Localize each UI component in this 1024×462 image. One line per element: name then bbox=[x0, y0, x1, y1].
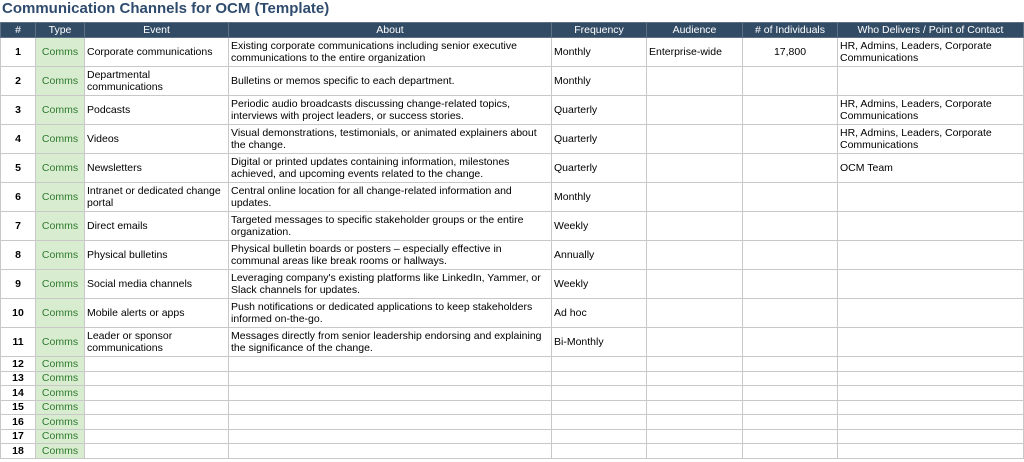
cell-type[interactable]: Comms bbox=[36, 212, 85, 241]
cell-frequency[interactable] bbox=[552, 415, 647, 430]
cell-frequency[interactable]: Weekly bbox=[552, 212, 647, 241]
cell-num[interactable]: 8 bbox=[1, 241, 36, 270]
table-row bbox=[1, 415, 1024, 430]
cell-individuals[interactable] bbox=[743, 67, 838, 96]
cell-about[interactable] bbox=[229, 371, 552, 386]
header-audience[interactable]: Audience bbox=[647, 23, 743, 38]
table-row bbox=[1, 125, 1024, 154]
cell-audience[interactable] bbox=[647, 400, 743, 415]
cell-event[interactable] bbox=[85, 415, 229, 430]
cell-contact[interactable] bbox=[838, 241, 1024, 270]
cell-frequency[interactable]: Monthly bbox=[552, 38, 647, 67]
cell-about[interactable]: Digital or printed updates containing information, milestones achieved, and upcoming events related to the change. bbox=[229, 154, 552, 183]
cell-event[interactable] bbox=[85, 444, 229, 459]
cell-frequency[interactable]: Quarterly bbox=[552, 125, 647, 154]
cell-about[interactable]: Periodic audio broadcasts discussing change-related topics, interviews with project leaders, or success stories. bbox=[229, 96, 552, 125]
cell-contact[interactable] bbox=[838, 415, 1024, 430]
cell-individuals[interactable] bbox=[743, 183, 838, 212]
cell-type[interactable]: Comms bbox=[36, 386, 85, 401]
cell-event[interactable]: Podcasts bbox=[85, 96, 229, 125]
table-row bbox=[1, 328, 1024, 357]
cell-contact[interactable] bbox=[838, 357, 1024, 372]
cell-event[interactable]: Direct emails bbox=[85, 212, 229, 241]
channels-table bbox=[0, 22, 1024, 459]
cell-num[interactable]: 7 bbox=[1, 212, 36, 241]
cell-frequency[interactable] bbox=[552, 371, 647, 386]
table-row bbox=[1, 212, 1024, 241]
table-row bbox=[1, 400, 1024, 415]
cell-individuals[interactable] bbox=[743, 212, 838, 241]
cell-frequency[interactable] bbox=[552, 400, 647, 415]
cell-event[interactable]: Intranet or dedicated change portal bbox=[85, 183, 229, 212]
table-row bbox=[1, 183, 1024, 212]
cell-type[interactable]: Comms bbox=[36, 299, 85, 328]
cell-event[interactable]: Mobile alerts or apps bbox=[85, 299, 229, 328]
cell-about[interactable]: Existing corporate communications including senior executive communications to the entire organization bbox=[229, 38, 552, 67]
cell-audience[interactable] bbox=[647, 371, 743, 386]
cell-about[interactable]: Targeted messages to specific stakeholder groups or the entire organization. bbox=[229, 212, 552, 241]
cell-type[interactable]: Comms bbox=[36, 154, 85, 183]
cell-type[interactable]: Comms bbox=[36, 183, 85, 212]
cell-frequency[interactable]: Quarterly bbox=[552, 96, 647, 125]
cell-event[interactable] bbox=[85, 357, 229, 372]
cell-audience[interactable] bbox=[647, 154, 743, 183]
cell-individuals[interactable] bbox=[743, 328, 838, 357]
cell-frequency[interactable]: Ad hoc bbox=[552, 299, 647, 328]
cell-about[interactable]: Push notifications or dedicated applications to keep stakeholders informed on-the-go. bbox=[229, 299, 552, 328]
cell-event[interactable]: Physical bulletins bbox=[85, 241, 229, 270]
cell-individuals[interactable] bbox=[743, 96, 838, 125]
cell-frequency[interactable]: Monthly bbox=[552, 183, 647, 212]
cell-contact[interactable] bbox=[838, 212, 1024, 241]
cell-frequency[interactable]: Bi-Monthly bbox=[552, 328, 647, 357]
cell-event[interactable] bbox=[85, 386, 229, 401]
cell-individuals[interactable] bbox=[743, 400, 838, 415]
cell-num[interactable]: 18 bbox=[1, 444, 36, 459]
cell-frequency[interactable]: Annually bbox=[552, 241, 647, 270]
cell-audience[interactable] bbox=[647, 67, 743, 96]
cell-num[interactable]: 13 bbox=[1, 371, 36, 386]
cell-frequency[interactable] bbox=[552, 357, 647, 372]
cell-num[interactable]: 10 bbox=[1, 299, 36, 328]
cell-num[interactable]: 16 bbox=[1, 415, 36, 430]
cell-type[interactable]: Comms bbox=[36, 415, 85, 430]
cell-type[interactable]: Comms bbox=[36, 241, 85, 270]
cell-contact[interactable] bbox=[838, 67, 1024, 96]
cell-contact[interactable] bbox=[838, 386, 1024, 401]
cell-about[interactable] bbox=[229, 429, 552, 444]
cell-audience[interactable] bbox=[647, 429, 743, 444]
cell-about[interactable] bbox=[229, 400, 552, 415]
cell-individuals[interactable] bbox=[743, 299, 838, 328]
cell-about[interactable]: Central online location for all change-related information and updates. bbox=[229, 183, 552, 212]
cell-num[interactable]: 4 bbox=[1, 125, 36, 154]
cell-audience[interactable] bbox=[647, 328, 743, 357]
cell-audience[interactable] bbox=[647, 386, 743, 401]
cell-contact[interactable] bbox=[838, 371, 1024, 386]
cell-about[interactable]: Bulletins or memos specific to each department. bbox=[229, 67, 552, 96]
cell-contact[interactable]: HR, Admins, Leaders, Corporate Communications bbox=[838, 125, 1024, 154]
cell-frequency[interactable] bbox=[552, 429, 647, 444]
table-row bbox=[1, 270, 1024, 299]
cell-audience[interactable] bbox=[647, 183, 743, 212]
table-row bbox=[1, 154, 1024, 183]
cell-audience[interactable] bbox=[647, 444, 743, 459]
cell-audience[interactable] bbox=[647, 415, 743, 430]
cell-contact[interactable] bbox=[838, 328, 1024, 357]
cell-audience[interactable]: Enterprise-wide bbox=[647, 38, 743, 67]
cell-num[interactable]: 12 bbox=[1, 357, 36, 372]
cell-type[interactable]: Comms bbox=[36, 38, 85, 67]
cell-event[interactable]: Departmental communications bbox=[85, 67, 229, 96]
cell-num[interactable]: 11 bbox=[1, 328, 36, 357]
cell-frequency[interactable]: Monthly bbox=[552, 67, 647, 96]
cell-about[interactable] bbox=[229, 357, 552, 372]
cell-event[interactable]: Videos bbox=[85, 125, 229, 154]
cell-num[interactable]: 17 bbox=[1, 429, 36, 444]
cell-num[interactable]: 1 bbox=[1, 38, 36, 67]
cell-audience[interactable] bbox=[647, 270, 743, 299]
cell-about[interactable]: Visual demonstrations, testimonials, or animated explainers about the change. bbox=[229, 125, 552, 154]
cell-about[interactable]: Leveraging company's existing platforms like LinkedIn, Yammer, or Slack channels for updates. bbox=[229, 270, 552, 299]
header-row bbox=[1, 23, 1024, 38]
cell-num[interactable]: 15 bbox=[1, 400, 36, 415]
cell-frequency[interactable]: Quarterly bbox=[552, 154, 647, 183]
cell-type[interactable]: Comms bbox=[36, 125, 85, 154]
cell-audience[interactable] bbox=[647, 299, 743, 328]
cell-individuals[interactable] bbox=[743, 241, 838, 270]
cell-individuals[interactable] bbox=[743, 429, 838, 444]
cell-frequency[interactable] bbox=[552, 386, 647, 401]
cell-individuals[interactable] bbox=[743, 270, 838, 299]
table-body bbox=[1, 38, 1024, 459]
cell-event[interactable] bbox=[85, 371, 229, 386]
cell-event[interactable] bbox=[85, 400, 229, 415]
table-row bbox=[1, 444, 1024, 459]
table-row bbox=[1, 67, 1024, 96]
cell-contact[interactable] bbox=[838, 183, 1024, 212]
cell-type[interactable]: Comms bbox=[36, 371, 85, 386]
cell-contact[interactable] bbox=[838, 444, 1024, 459]
cell-num[interactable]: 14 bbox=[1, 386, 36, 401]
header-num[interactable]: # bbox=[1, 23, 36, 38]
cell-num[interactable]: 9 bbox=[1, 270, 36, 299]
cell-type[interactable]: Comms bbox=[36, 96, 85, 125]
cell-individuals[interactable] bbox=[743, 371, 838, 386]
cell-num[interactable]: 3 bbox=[1, 96, 36, 125]
cell-individuals[interactable]: 17,800 bbox=[743, 38, 838, 67]
cell-about[interactable]: Messages directly from senior leadership endorsing and explaining the significance of the change. bbox=[229, 328, 552, 357]
cell-about[interactable] bbox=[229, 444, 552, 459]
cell-individuals[interactable] bbox=[743, 386, 838, 401]
cell-individuals[interactable] bbox=[743, 415, 838, 430]
cell-about[interactable] bbox=[229, 415, 552, 430]
cell-about[interactable]: Physical bulletin boards or posters – especially effective in communal areas like break rooms or hallways. bbox=[229, 241, 552, 270]
cell-event[interactable]: Newsletters bbox=[85, 154, 229, 183]
table-row bbox=[1, 429, 1024, 444]
cell-type[interactable]: Comms bbox=[36, 328, 85, 357]
table-row bbox=[1, 38, 1024, 67]
cell-contact[interactable] bbox=[838, 400, 1024, 415]
cell-individuals[interactable] bbox=[743, 444, 838, 459]
header-frequency[interactable]: Frequency bbox=[552, 23, 647, 38]
cell-audience[interactable] bbox=[647, 357, 743, 372]
table-row bbox=[1, 299, 1024, 328]
header-individuals[interactable]: # of Individuals bbox=[743, 23, 838, 38]
cell-num[interactable]: 6 bbox=[1, 183, 36, 212]
cell-audience[interactable] bbox=[647, 212, 743, 241]
cell-event[interactable]: Social media channels bbox=[85, 270, 229, 299]
table-row bbox=[1, 96, 1024, 125]
header-contact[interactable]: Who Delivers / Point of Contact bbox=[838, 23, 1024, 38]
table-row bbox=[1, 386, 1024, 401]
cell-frequency[interactable]: Weekly bbox=[552, 270, 647, 299]
cell-contact[interactable]: HR, Admins, Leaders, Corporate Communications bbox=[838, 38, 1024, 67]
cell-type[interactable]: Comms bbox=[36, 67, 85, 96]
header-about[interactable]: About bbox=[229, 23, 552, 38]
cell-contact[interactable] bbox=[838, 429, 1024, 444]
cell-audience[interactable] bbox=[647, 96, 743, 125]
cell-event[interactable]: Corporate communications bbox=[85, 38, 229, 67]
cell-type[interactable]: Comms bbox=[36, 357, 85, 372]
cell-individuals[interactable] bbox=[743, 154, 838, 183]
cell-type[interactable]: Comms bbox=[36, 270, 85, 299]
cell-type[interactable]: Comms bbox=[36, 429, 85, 444]
cell-contact[interactable]: HR, Admins, Leaders, Corporate Communications bbox=[838, 96, 1024, 125]
header-event[interactable]: Event bbox=[85, 23, 229, 38]
cell-individuals[interactable] bbox=[743, 357, 838, 372]
cell-audience[interactable] bbox=[647, 241, 743, 270]
cell-audience[interactable] bbox=[647, 125, 743, 154]
cell-frequency[interactable] bbox=[552, 444, 647, 459]
cell-contact[interactable] bbox=[838, 299, 1024, 328]
cell-type[interactable]: Comms bbox=[36, 400, 85, 415]
cell-event[interactable]: Leader or sponsor communications bbox=[85, 328, 229, 357]
cell-individuals[interactable] bbox=[743, 125, 838, 154]
cell-num[interactable]: 2 bbox=[1, 67, 36, 96]
sheet-title: Communication Channels for OCM (Template) bbox=[2, 0, 330, 17]
cell-event[interactable] bbox=[85, 429, 229, 444]
table-row bbox=[1, 357, 1024, 372]
table-row bbox=[1, 241, 1024, 270]
header-type[interactable]: Type bbox=[36, 23, 85, 38]
cell-type[interactable]: Comms bbox=[36, 444, 85, 459]
cell-contact[interactable]: OCM Team bbox=[838, 154, 1024, 183]
cell-about[interactable] bbox=[229, 386, 552, 401]
table-row bbox=[1, 371, 1024, 386]
cell-num[interactable]: 5 bbox=[1, 154, 36, 183]
cell-contact[interactable] bbox=[838, 270, 1024, 299]
